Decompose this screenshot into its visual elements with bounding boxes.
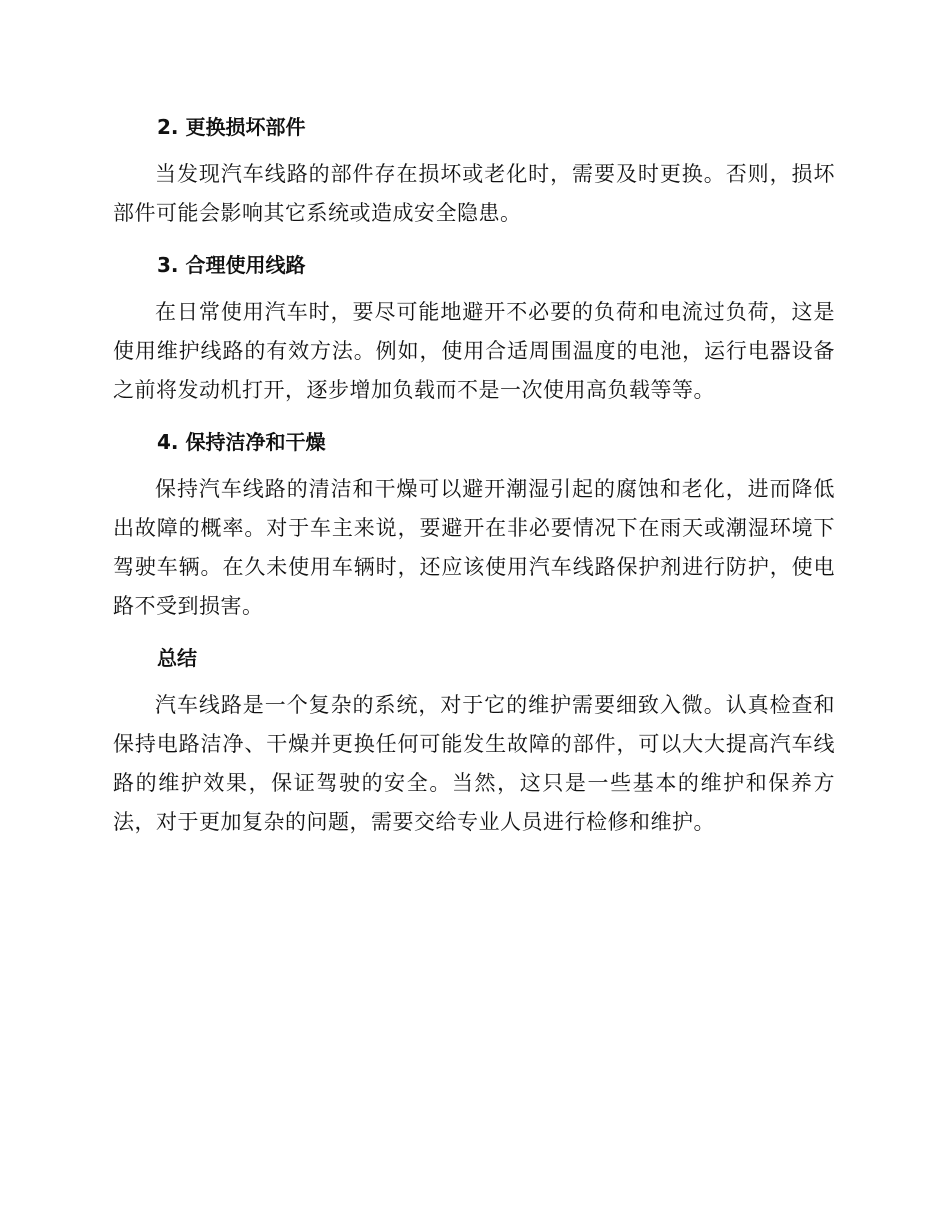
section-heading: 总结: [157, 646, 197, 670]
section-replace-damaged-parts: [113, 112, 835, 233]
section-summary: [113, 643, 835, 842]
section-paragraph: 保持汽车线路的清洁和干燥可以避开潮湿引起的腐蚀和老化，进而降低出故障的概率。对于车主来说，要避开在非必要情况下在雨天或潮湿环境下驾驶车辆。在久未使用车辆时，还应该使用汽车线路保护剂进行防护，使电路不受到损害。: [113, 477, 835, 618]
section-heading: 4. 保持洁净和干燥: [157, 430, 326, 454]
section-heading: 3. 合理使用线路: [157, 253, 306, 277]
section-paragraph: 在日常使用汽车时，要尽可能地避开不必要的负荷和电流过负荷，这是使用维护线路的有效方法。例如，使用合适周围温度的电池，运行电器设备之前将发动机打开，逐步增加负载而不是一次使用高负载等等。: [113, 300, 835, 402]
section-keep-clean-and-dry: [113, 427, 835, 626]
document-body: [113, 112, 835, 859]
section-proper-use-of-wiring: [113, 250, 835, 410]
section-paragraph: 汽车线路是一个复杂的系统，对于它的维护需要细致入微。认真检查和保持电路洁净、干燥并更换任何可能发生故障的部件，可以大大提高汽车线路的维护效果，保证驾驶的安全。当然，这只是一些基本的维护和保养方法，对于更加复杂的问题，需要交给专业人员进行检修和维护。: [113, 693, 835, 834]
section-paragraph: 当发现汽车线路的部件存在损坏或老化时，需要及时更换。否则，损坏部件可能会影响其它系统或造成安全隐患。: [113, 162, 835, 225]
section-heading: 2. 更换损坏部件: [157, 115, 306, 139]
